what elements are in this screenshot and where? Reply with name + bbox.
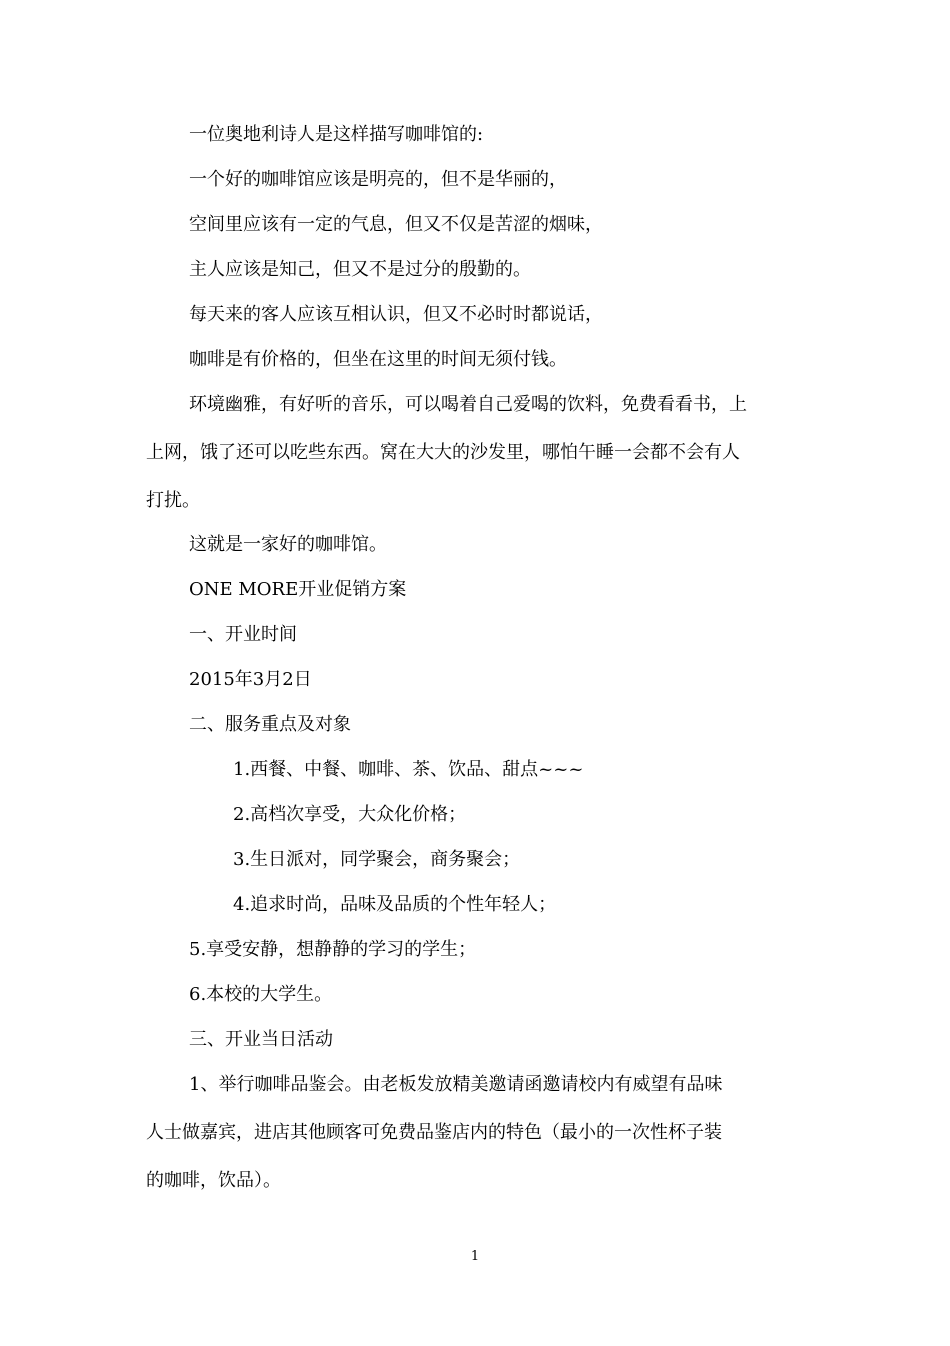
activity-line: 1、举行咖啡品鉴会。由老板发放精美邀请函邀请校内有威望有品味	[189, 1074, 723, 1095]
environment-line: 上网，饿了还可以吃些东西。窝在大大的沙发里，哪怕午睡一会都不会有人	[146, 442, 740, 463]
activity-paragraph	[146, 1073, 722, 1217]
service-item: 5.享受安静，想静静的学习的学生；	[189, 939, 477, 960]
service-item: 4.追求时尚，品味及品质的个性年轻人；	[233, 894, 557, 915]
service-item: 3.生日派对，同学聚会，商务聚会；	[233, 849, 521, 870]
environment-line: 打扰。	[146, 490, 200, 511]
section-heading-opening-time: 一、开业时间	[189, 624, 297, 645]
section-heading-opening-activities: 三、开业当日活动	[189, 1029, 333, 1050]
section-heading-service-focus: 二、服务重点及对象	[189, 714, 351, 735]
poem-line: 咖啡是有价格的，但坐在这里的时间无须付钱。	[189, 349, 567, 370]
poem-line: 每天来的客人应该互相认识，但又不必时时都说话，	[189, 304, 603, 325]
environment-line: 环境幽雅，有好听的音乐，可以喝着自己爱喝的饮料，免费看看书，上	[189, 394, 747, 415]
conclusion-text: 这就是一家好的咖啡馆。	[189, 534, 387, 555]
activity-line: 人士做嘉宾，进店其他顾客可免费品鉴店内的特色（最小的一次性杯子装	[146, 1122, 722, 1143]
page-number: 1	[470, 1249, 480, 1264]
environment-paragraph	[146, 393, 747, 537]
opening-date: 2015年3月2日	[189, 669, 312, 690]
plan-title: ONE MORE开业促销方案	[189, 579, 407, 600]
poem-line: 一个好的咖啡馆应该是明亮的，但不是华丽的，	[189, 169, 567, 190]
service-item: 6.本校的大学生。	[189, 984, 333, 1005]
poem-line: 主人应该是知己，但又不是过分的殷勤的。	[189, 259, 531, 280]
service-item: 2.高档次享受，大众化价格；	[233, 804, 467, 825]
poem-intro: 一位奥地利诗人是这样描写咖啡馆的:	[189, 124, 484, 145]
service-item: 1.西餐、中餐、咖啡、茶、饮品、甜点~~~	[233, 759, 584, 780]
activity-line: 的咖啡，饮品）。	[146, 1170, 281, 1191]
poem-line: 空间里应该有一定的气息，但又不仅是苦涩的烟味，	[189, 214, 603, 235]
